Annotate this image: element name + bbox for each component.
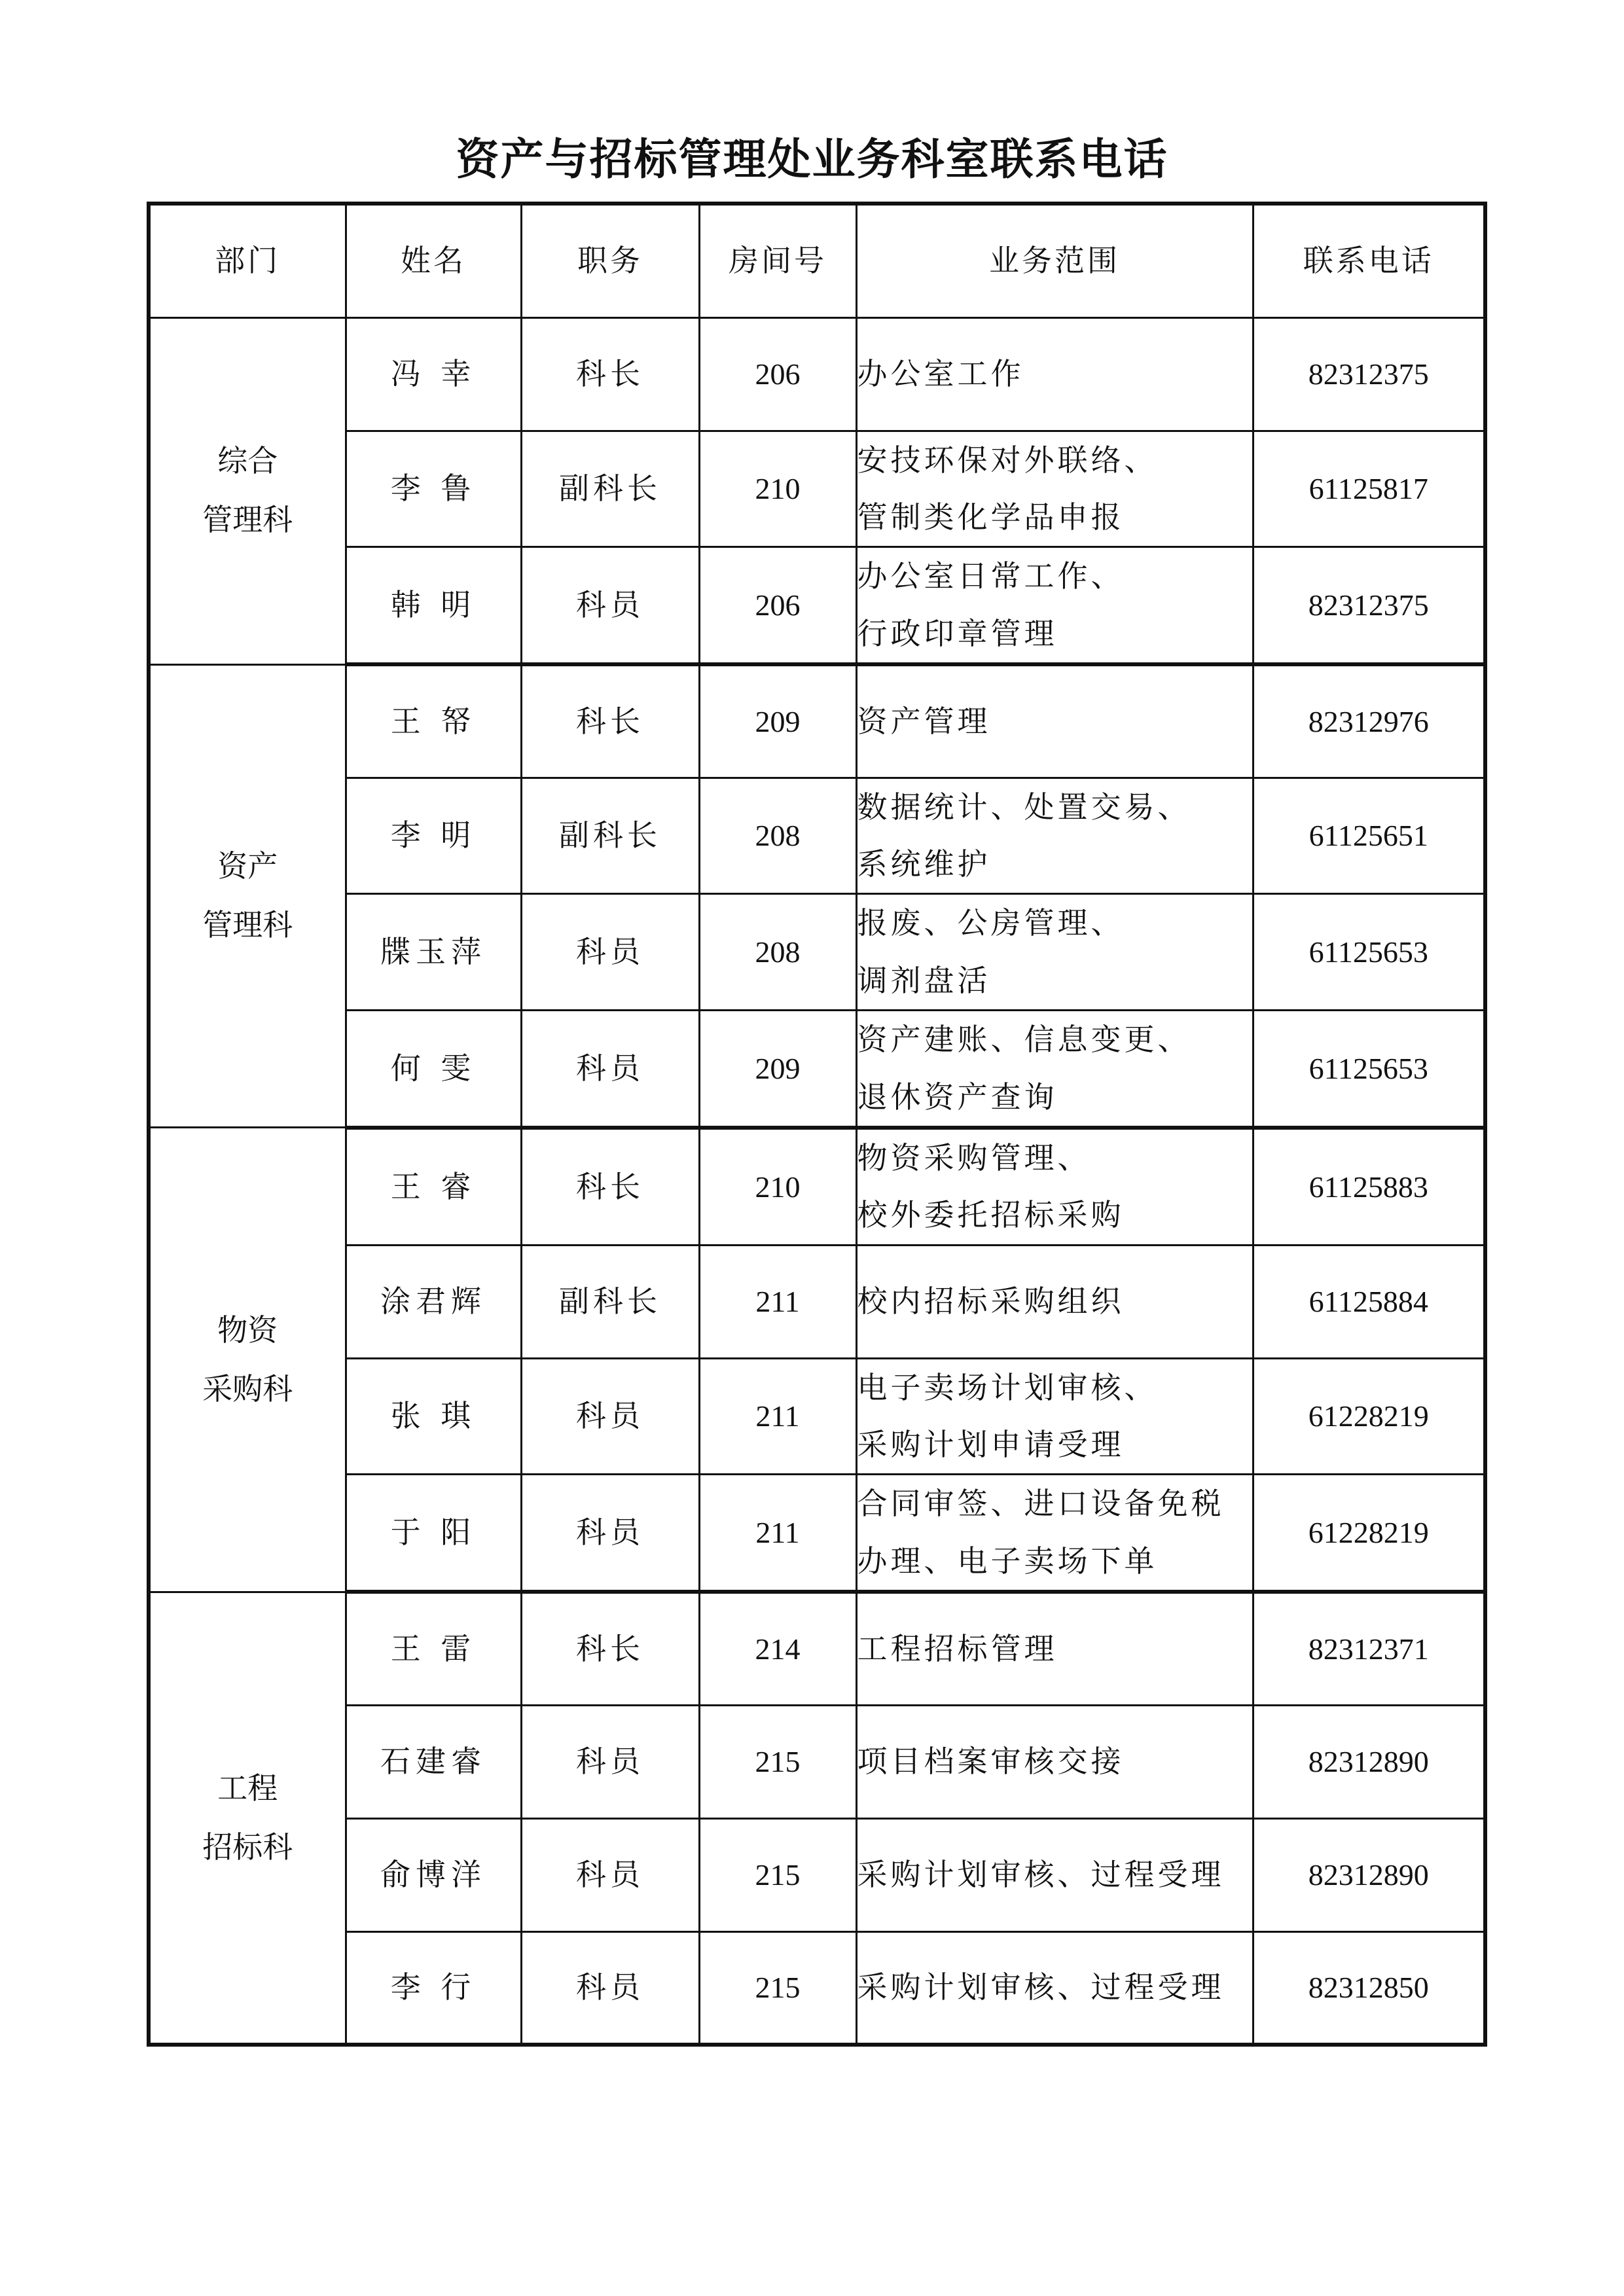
scope-line: 校外委托招标采购 — [857, 1197, 1125, 1233]
position-cell: 副科长 — [521, 1245, 699, 1358]
name-cell: 冯 幸 — [346, 317, 521, 431]
department-name-line: 物资 — [217, 1312, 278, 1348]
header-row — [149, 204, 1485, 317]
name-cell: 石建睿 — [346, 1705, 521, 1818]
table-row — [149, 1931, 1485, 2045]
room-cell: 206 — [699, 547, 856, 664]
position-cell: 科员 — [521, 547, 699, 664]
department-cell — [149, 664, 346, 1128]
scope-line: 办公室工作 — [857, 355, 1024, 391]
position-cell: 科员 — [521, 1705, 699, 1818]
room-cell: 208 — [699, 778, 856, 894]
department-name-line: 管理科 — [202, 906, 293, 942]
department-cell — [149, 1592, 346, 2045]
scope-cell — [856, 317, 1253, 431]
department-name-line: 管理科 — [202, 502, 293, 538]
table-body — [149, 317, 1485, 2045]
phone-cell: 82312890 — [1253, 1705, 1485, 1818]
header-name: 姓名 — [346, 204, 521, 317]
scope-line: 办理、电子卖场下单 — [857, 1543, 1158, 1579]
table-header — [149, 204, 1485, 317]
scope-cell — [856, 1358, 1253, 1475]
name-cell: 涂君辉 — [346, 1245, 521, 1358]
table-row — [149, 1358, 1485, 1475]
phone-cell: 61228219 — [1253, 1358, 1485, 1475]
name-cell: 于 阳 — [346, 1475, 521, 1592]
phone-cell: 61125817 — [1253, 431, 1485, 547]
name-cell: 王 帑 — [346, 664, 521, 778]
name-cell: 王 睿 — [346, 1128, 521, 1245]
contact-table — [147, 202, 1487, 2047]
room-cell: 209 — [699, 1011, 856, 1128]
phone-cell: 82312375 — [1253, 317, 1485, 431]
scope-line: 校内招标采购组织 — [857, 1283, 1125, 1319]
table-row — [149, 1818, 1485, 1931]
department-name-line: 综合 — [217, 443, 278, 479]
header-position: 职务 — [521, 204, 699, 317]
table-row — [149, 894, 1485, 1011]
table-row — [149, 1592, 1485, 1705]
position-cell: 副科长 — [521, 431, 699, 547]
phone-cell: 82312890 — [1253, 1818, 1485, 1931]
scope-line: 系统维护 — [857, 846, 991, 882]
scope-line: 项目档案审核交接 — [857, 1744, 1125, 1780]
header-scope: 业务范围 — [856, 204, 1253, 317]
name-cell: 何 雯 — [346, 1011, 521, 1128]
room-cell: 206 — [699, 317, 856, 431]
scope-cell — [856, 547, 1253, 664]
scope-line: 数据统计、处置交易、 — [857, 789, 1191, 825]
scope-line: 合同审签、进口设备免税 — [857, 1486, 1225, 1522]
scope-line: 办公室日常工作、 — [857, 558, 1125, 594]
name-cell: 张 琪 — [346, 1358, 521, 1475]
scope-cell — [856, 1475, 1253, 1592]
scope-line: 物资采购管理、 — [857, 1139, 1091, 1175]
scope-cell — [856, 1245, 1253, 1358]
scope-line: 工程招标管理 — [857, 1630, 1058, 1666]
scope-line: 管制类化学品申报 — [857, 499, 1125, 535]
scope-line: 报废、公房管理、 — [857, 905, 1125, 941]
phone-cell: 61125653 — [1253, 1011, 1485, 1128]
phone-cell: 61125884 — [1253, 1245, 1485, 1358]
department-name-line: 资产 — [217, 848, 278, 884]
scope-cell — [856, 431, 1253, 547]
table-row — [149, 1011, 1485, 1128]
room-cell: 215 — [699, 1705, 856, 1818]
scope-line: 采购计划审核、过程受理 — [857, 1969, 1225, 2005]
name-cell: 牒玉萍 — [346, 894, 521, 1011]
phone-cell: 82312850 — [1253, 1931, 1485, 2045]
phone-cell: 61125883 — [1253, 1128, 1485, 1245]
position-cell: 科员 — [521, 894, 699, 1011]
table-row — [149, 317, 1485, 431]
position-cell: 科长 — [521, 664, 699, 778]
department-cell — [149, 317, 346, 664]
scope-cell — [856, 1592, 1253, 1705]
table-row — [149, 664, 1485, 778]
scope-line: 资产建账、信息变更、 — [857, 1022, 1191, 1058]
phone-cell: 61228219 — [1253, 1475, 1485, 1592]
name-cell: 李 明 — [346, 778, 521, 894]
phone-cell: 82312371 — [1253, 1592, 1485, 1705]
name-cell: 韩 明 — [346, 547, 521, 664]
table-row — [149, 1128, 1485, 1245]
table-row — [149, 778, 1485, 894]
scope-line: 调剂盘活 — [857, 962, 991, 998]
page-title: 资产与招标管理处业务科室联系电话 — [456, 134, 1168, 185]
department-cell — [149, 1128, 346, 1592]
table-row — [149, 1705, 1485, 1818]
position-cell: 科长 — [521, 1128, 699, 1245]
room-cell: 211 — [699, 1245, 856, 1358]
name-cell: 王 雷 — [346, 1592, 521, 1705]
header-department: 部门 — [149, 204, 346, 317]
phone-cell: 82312375 — [1253, 547, 1485, 664]
room-cell: 211 — [699, 1475, 856, 1592]
scope-line: 安技环保对外联络、 — [857, 442, 1158, 478]
department-name-line: 采购科 — [202, 1371, 293, 1407]
scope-line: 行政印章管理 — [857, 615, 1058, 651]
phone-cell: 61125651 — [1253, 778, 1485, 894]
name-cell: 李 行 — [346, 1931, 521, 2045]
position-cell: 科长 — [521, 317, 699, 431]
department-name-line: 工程 — [217, 1770, 278, 1806]
header-room: 房间号 — [699, 204, 856, 317]
table-row — [149, 431, 1485, 547]
scope-cell — [856, 778, 1253, 894]
header-phone: 联系电话 — [1253, 204, 1485, 317]
scope-cell — [856, 1011, 1253, 1128]
room-cell: 210 — [699, 1128, 856, 1245]
department-name-line: 招标科 — [202, 1829, 293, 1865]
position-cell: 副科长 — [521, 778, 699, 894]
room-cell: 214 — [699, 1592, 856, 1705]
scope-cell — [856, 1931, 1253, 2045]
scope-cell — [856, 664, 1253, 778]
position-cell: 科员 — [521, 1011, 699, 1128]
room-cell: 208 — [699, 894, 856, 1011]
scope-cell — [856, 894, 1253, 1011]
scope-line: 退休资产查询 — [857, 1079, 1058, 1115]
phone-cell: 82312976 — [1253, 664, 1485, 778]
position-cell: 科员 — [521, 1931, 699, 2045]
scope-cell — [856, 1818, 1253, 1931]
position-cell: 科员 — [521, 1818, 699, 1931]
room-cell: 210 — [699, 431, 856, 547]
position-cell: 科长 — [521, 1592, 699, 1705]
name-cell: 俞博洋 — [346, 1818, 521, 1931]
scope-line: 资产管理 — [857, 703, 991, 739]
room-cell: 211 — [699, 1358, 856, 1475]
table-row — [149, 1475, 1485, 1592]
scope-line: 采购计划申请受理 — [857, 1427, 1125, 1463]
scope-line: 采购计划审核、过程受理 — [857, 1857, 1225, 1893]
room-cell: 215 — [699, 1818, 856, 1931]
name-cell: 李 鲁 — [346, 431, 521, 547]
room-cell: 209 — [699, 664, 856, 778]
phone-cell: 61125653 — [1253, 894, 1485, 1011]
scope-line: 电子卖场计划审核、 — [857, 1369, 1158, 1405]
table-row — [149, 1245, 1485, 1358]
scope-cell — [856, 1128, 1253, 1245]
table-row — [149, 547, 1485, 664]
room-cell: 215 — [699, 1931, 856, 2045]
position-cell: 科员 — [521, 1475, 699, 1592]
position-cell: 科员 — [521, 1358, 699, 1475]
scope-cell — [856, 1705, 1253, 1818]
